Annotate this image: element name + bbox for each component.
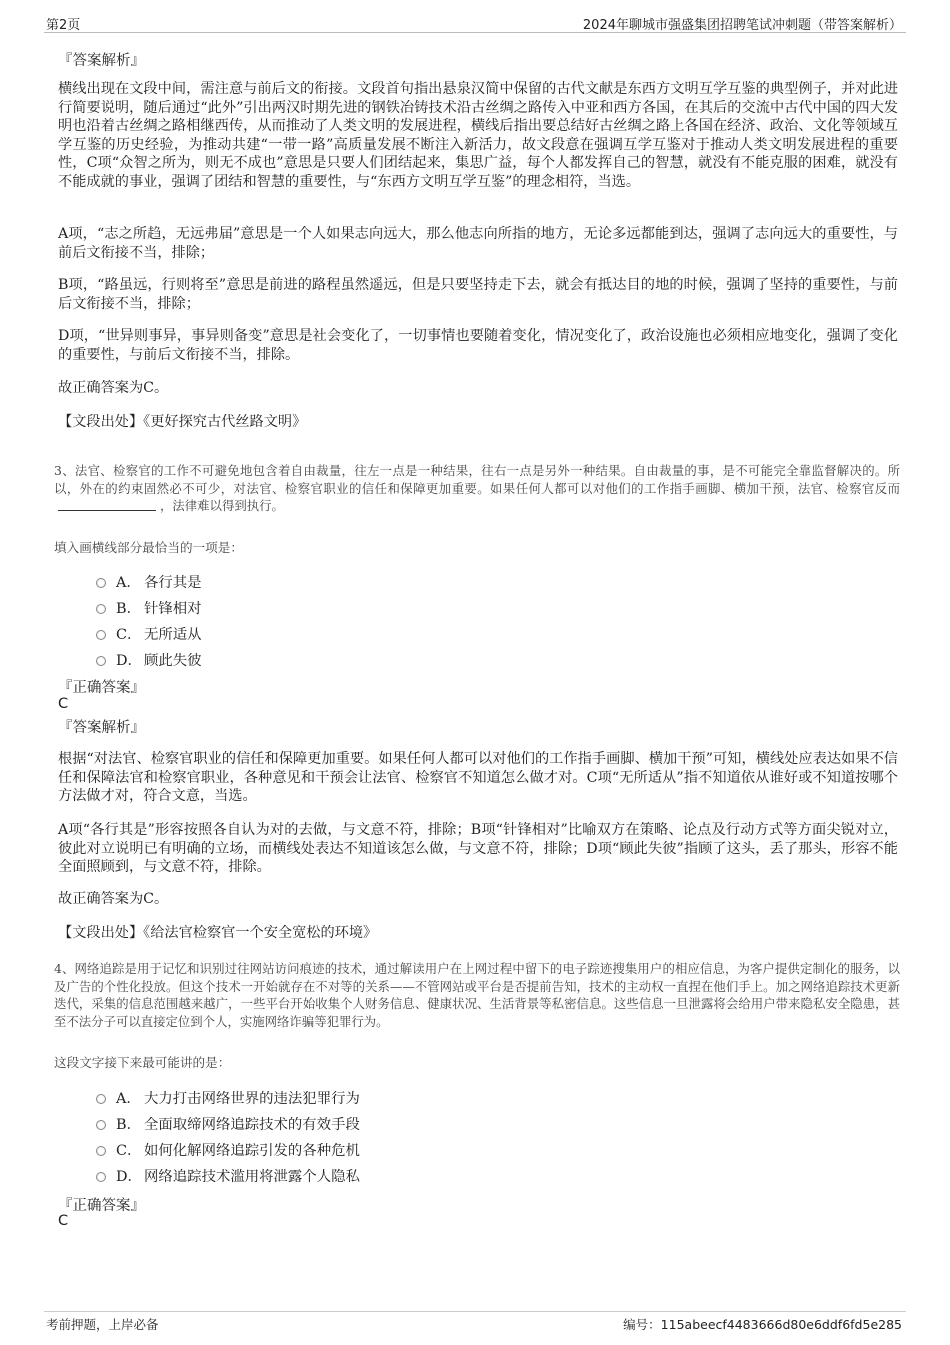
page-number: 第2页 (46, 18, 81, 33)
q3-option-b[interactable]: B． 针锋相对 (96, 597, 202, 618)
q3-answer-label: 『正确答案』 (58, 680, 145, 696)
radio-icon[interactable] (96, 630, 106, 640)
q3-source: 【文段出处】《给法官检察官一个安全宽松的环境》 (58, 925, 378, 941)
document-code-label: 编号： (623, 1317, 661, 1332)
radio-icon[interactable] (96, 578, 106, 588)
footer-slogan: 考前押题，上岸必备 (46, 1317, 159, 1332)
q3-answer: C (58, 696, 69, 712)
radio-icon[interactable] (96, 656, 106, 666)
q4-option-c[interactable]: C． 如何化解网络追踪引发的各种危机 (96, 1139, 360, 1160)
radio-icon[interactable] (96, 1172, 106, 1182)
q2-analysis-para2: A项，“志之所趋，无远弗届”意思是一个人如果志向远大，那么他志向所指的地方，无论多远都能到达，强调了志向远大的重要性，与前后文衔接不当，排除； (58, 226, 898, 261)
q4-option-a[interactable]: A． 大力打击网络世界的违法犯罪行为 (96, 1087, 360, 1108)
q3-stem (54, 462, 900, 515)
page-header (44, 12, 906, 33)
q2-analysis-para1: 横线出现在文段中间，需注意与前后文的衔接。文段首句指出悬泉汉简中保留的古代文献是东西方文明互学互鉴的典型例子，并对此进行简要说明，随后通过“此外”引出两汉时期先进的钢铁冶铸技术沿古丝绸之路传入中亚和西方各国，在其后的交流中古代中国的四大发明也沿着古丝绸之路相继西传，从而推动了人类文明的发展进程，横线后指出要总结好古丝绸之路上各国在经济、政治、文化等领域互学互鉴的历史经验，为推动共建“一带一路”高质量发展不断注入新活力，故文段意在强调互学互鉴对于推动人类文明发展进程的重要性，C项“众智之所为，则无不成也”意思是只要人们团结起来，集思广益，每个人都发挥自己的智慧，就没有不能克服的困难，就没有不能成就的事业，强调了团结和智慧的重要性，与“东西方文明互学互鉴”的理念相符，当选。 (58, 81, 898, 190)
q3-stem-part1: 3、法官、检察官的工作不可避免地包含着自由裁量，往左一点是一种结果，往右一点是另外一种结果。自由裁量的事，是不可能完全靠监督解决的。所以，外在的约束固然必不可少，对法官、检察官职业的信任和保障更加重要。如果任何人都可以对他们的工作指手画脚、横加干预，法官、检察官反而 (54, 463, 900, 496)
q2-conclusion: 故正确答案为C。 (58, 380, 169, 396)
q3-conclusion: 故正确答案为C。 (58, 891, 169, 907)
radio-icon[interactable] (96, 1146, 106, 1156)
q3-stem-part2: ，法律难以得到执行。 (160, 498, 284, 513)
radio-icon[interactable] (96, 1120, 106, 1130)
q3-analysis-para1: 根据“对法官、检察官职业的信任和保障更加重要。如果任何人都可以对他们的工作指手画脚、横加干预”可知，横线处应表达如果不信任和保障法官和检察官职业，各种意见和干预会让法官、检察官不知道怎么做才对。C项“无所适从”指不知道依从谁好或不知道按哪个方法做才对，符合文意，当选。 (58, 751, 898, 805)
q2-analysis-para3: B项，“路虽远，行则将至”意思是前进的路程虽然遥远，但是只要坚持走下去，就会有抵达目的地的时候，强调了坚持的重要性，与前后文衔接不当，排除； (58, 277, 898, 312)
q4-answer: C (58, 1213, 69, 1229)
q3-option-a[interactable]: A． 各行其是 (96, 571, 202, 592)
q3-analysis-para2: A项“各行其是”形容按照各自认为对的去做，与文意不符，排除；B项“针锋相对”比喻双方在策略、论点及行动方式等方面尖锐对立，彼此对立说明已有明确的立场，而横线处表达不知道该怎么做，与文意不符，排除；D项“顾此失彼”指顾了这头，丢了那头，形容不能全面照顾到，与文意不符，排除。 (58, 822, 898, 876)
page-footer (44, 1311, 906, 1336)
q4-stem: 4、网络追踪是用于记忆和识别过往网站访问痕迹的技术，通过解读用户在上网过程中留下的电子踪迹搜集用户的相应信息，为客户提供定制化的服务，以及广告的个性化投放。但这个技术一开始就存在不对等的关系——不管网站或平台是否提前告知，技术的主动权一直捏在他们手上。加之网络追踪技术更新迭代，采集的信息范围越来越广，一些平台开始收集个人财务信息、健康状况、生活背景等私密信息。这些信息一旦泄露将会给用户带来隐私安全隐患，甚至不法分子可以直接定位到个人，实施网络诈骗等犯罪行为。 (54, 961, 900, 1029)
q4-option-d[interactable]: D． 网络追踪技术滥用将泄露个人隐私 (96, 1165, 360, 1186)
q4-option-b[interactable]: B． 全面取缔网络追踪技术的有效手段 (96, 1113, 360, 1134)
q3-analysis-label: 『答案解析』 (58, 720, 145, 736)
q2-source: 【文段出处】《更好探究古代丝路文明》 (58, 414, 307, 430)
q2-analysis-para4: D项，“世异则事异，事异则备变”意思是社会变化了，一切事情也要随着变化，情况变化了，政治设施也必须相应地变化，强调了变化的重要性，与前后文衔接不当，排除。 (58, 328, 898, 363)
radio-icon[interactable] (96, 604, 106, 614)
q3-option-d[interactable]: D． 顾此失彼 (96, 649, 202, 670)
q4-answer-label: 『正确答案』 (58, 1198, 145, 1214)
q4-prompt: 这段文字接下来最可能讲的是： (54, 1055, 231, 1070)
document-code-value: 115abeecf4483666d80e6ddf6fd5e285 (660, 1317, 902, 1332)
q3-blank (58, 498, 156, 511)
radio-icon[interactable] (96, 1094, 106, 1104)
q3-prompt: 填入画横线部分最恰当的一项是： (54, 540, 243, 555)
document-title: 2024年聊城市强盛集团招聘笔试冲刺题（带答案解析） (582, 18, 902, 33)
q2-analysis-label: 『答案解析』 (58, 53, 145, 69)
q3-option-c[interactable]: C． 无所适从 (96, 623, 202, 644)
document-code (623, 1315, 902, 1333)
